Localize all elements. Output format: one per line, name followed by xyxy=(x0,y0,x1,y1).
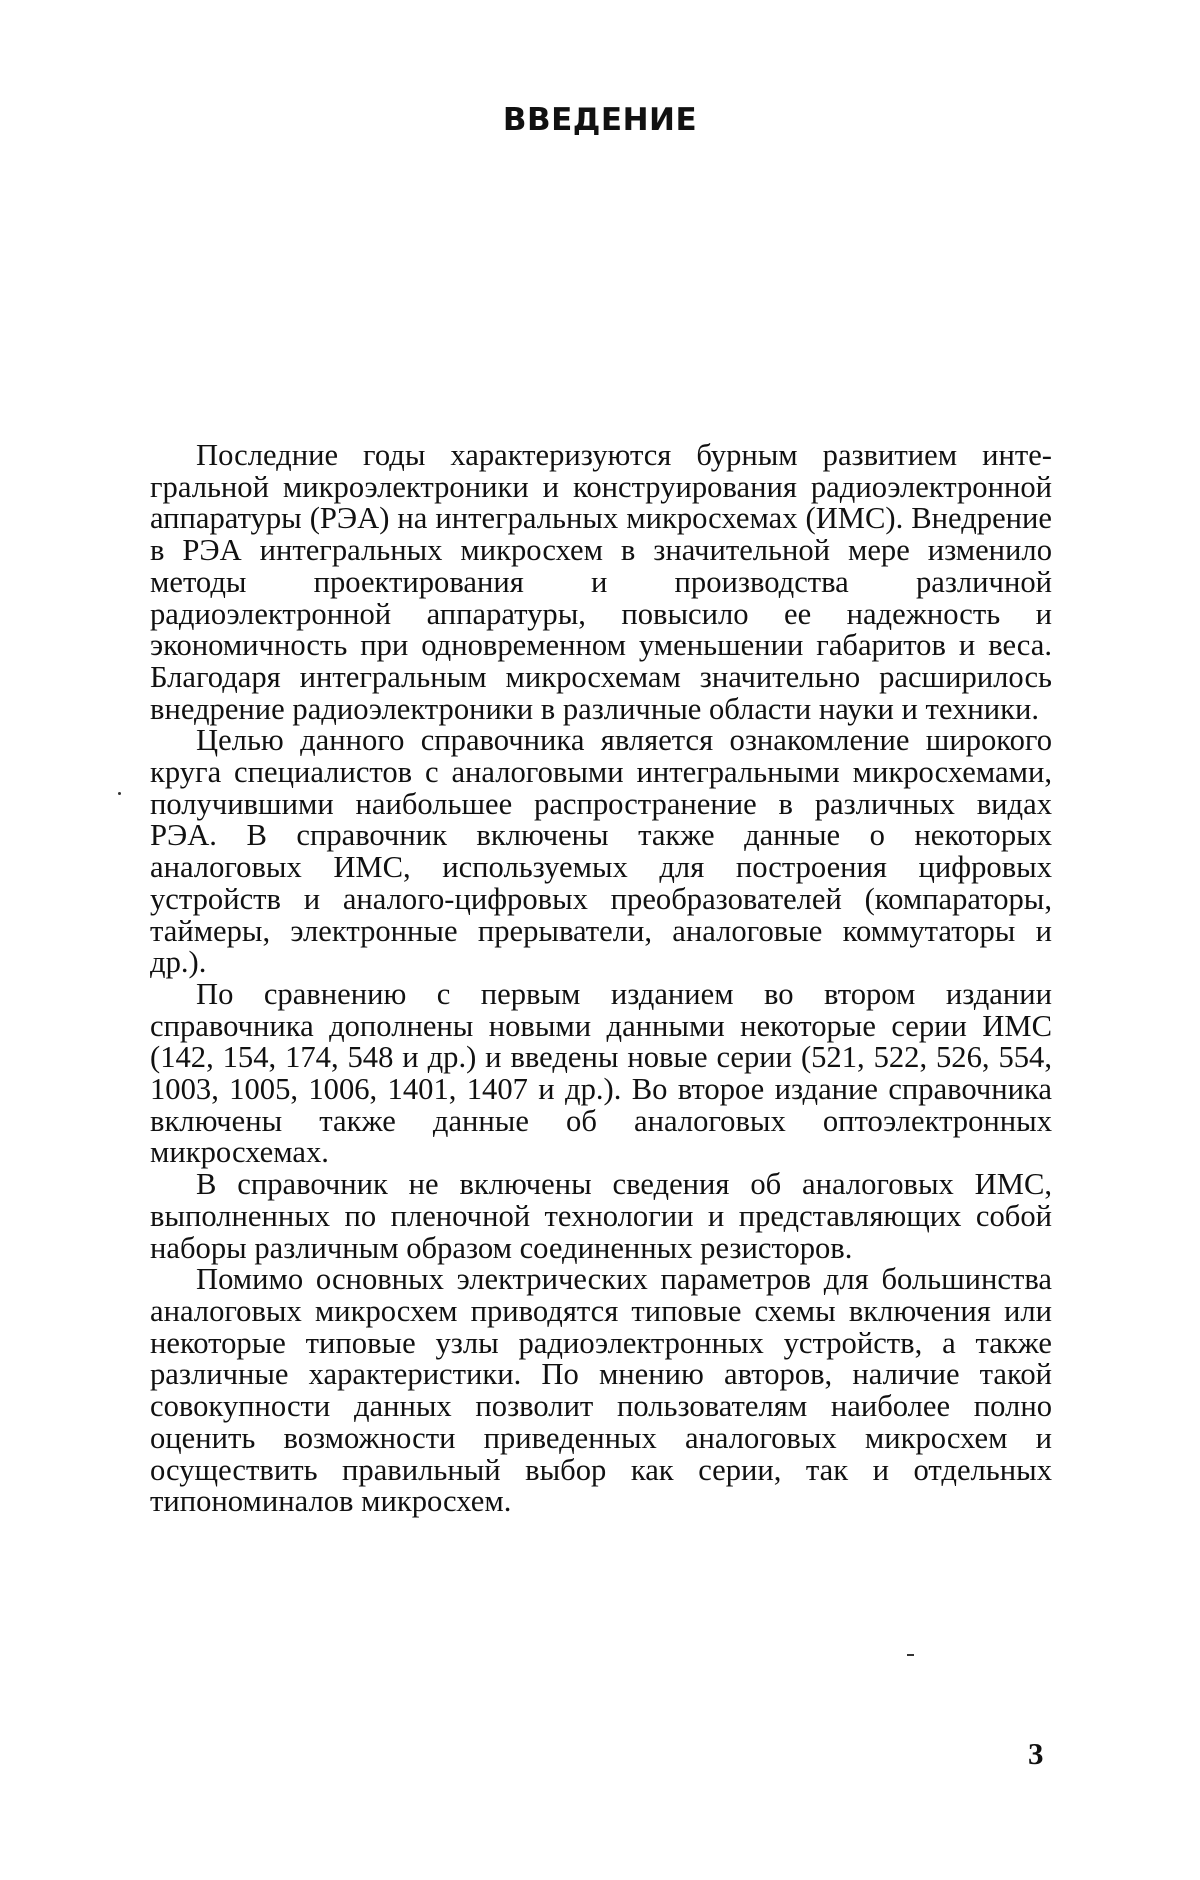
page-title: ВВЕДЕНИЕ xyxy=(502,102,698,138)
paragraph-5: Помимо основных электрических параметров для большинства аналоговых микросхем приводятся типовые схемы включения или некоторые типовые узлы радиоэлектронных устройств, а также различные характеристики. По мнению авторов, наличие такой совокупности данных позволит пользователям наиболее полно оценить возможности приведенных аналоговых микросхем и осуществить правильный выбор как серии, так и отдельных типономиналов микросхем. xyxy=(150,1262,1052,1519)
page-number: 3 xyxy=(1028,1736,1044,1771)
paragraph-4: В справочник не включены сведения об аналоговых ИМС, выполненных по пленочной технологии и представляющих собой наборы различным образом соединенных резисторов. xyxy=(150,1167,1052,1265)
scan-dot-mark xyxy=(118,792,121,795)
paragraph-2: Целью данного справочника является ознакомление широкого круга специалистов с аналоговыми интегральными микросхемами, получившими наибольшее распространение в различных видах РЭА. В справочник включены также данные о некоторых аналоговых ИМС, используемых для построения цифровых устройств и аналого-цифровых преобразователей (компараторы, таймеры, электронные прерыватели, аналоговые коммутаторы и др.). xyxy=(150,723,1052,980)
paragraph-1: Последние годы характеризуются бурным развитием интегральной микроэлектроники и конструирования радиоэлектронной аппаратуры (РЭА) на интегральных микросхемах (ИМС). Внедрение в РЭА интегральных микросхем в значительной мере изменило методы проектирования и производства различной радиоэлектронной аппаратуры, повысило ее надежность и экономичность при одновременном уменьшении габаритов и веса. Благодаря интегральным микросхемам значительно расширилось внедрение радиоэлектроники в различные области науки и техники. xyxy=(150,438,1052,726)
scan-dash-mark xyxy=(907,1654,914,1656)
paragraph-3: По сравнению с первым изданием во втором издании справочника дополнены новыми данными некоторые серии ИМС (142, 154, 174, 548 и др.) и введены новые серии (521, 522, 526, 554, 1003, 1005, 1006, 1401, 1407 и др.). Во второе издание справочника включены также данные об аналоговых оптоэлектронных микросхемах. xyxy=(150,976,1052,1170)
introduction-text xyxy=(150,440,1052,1518)
